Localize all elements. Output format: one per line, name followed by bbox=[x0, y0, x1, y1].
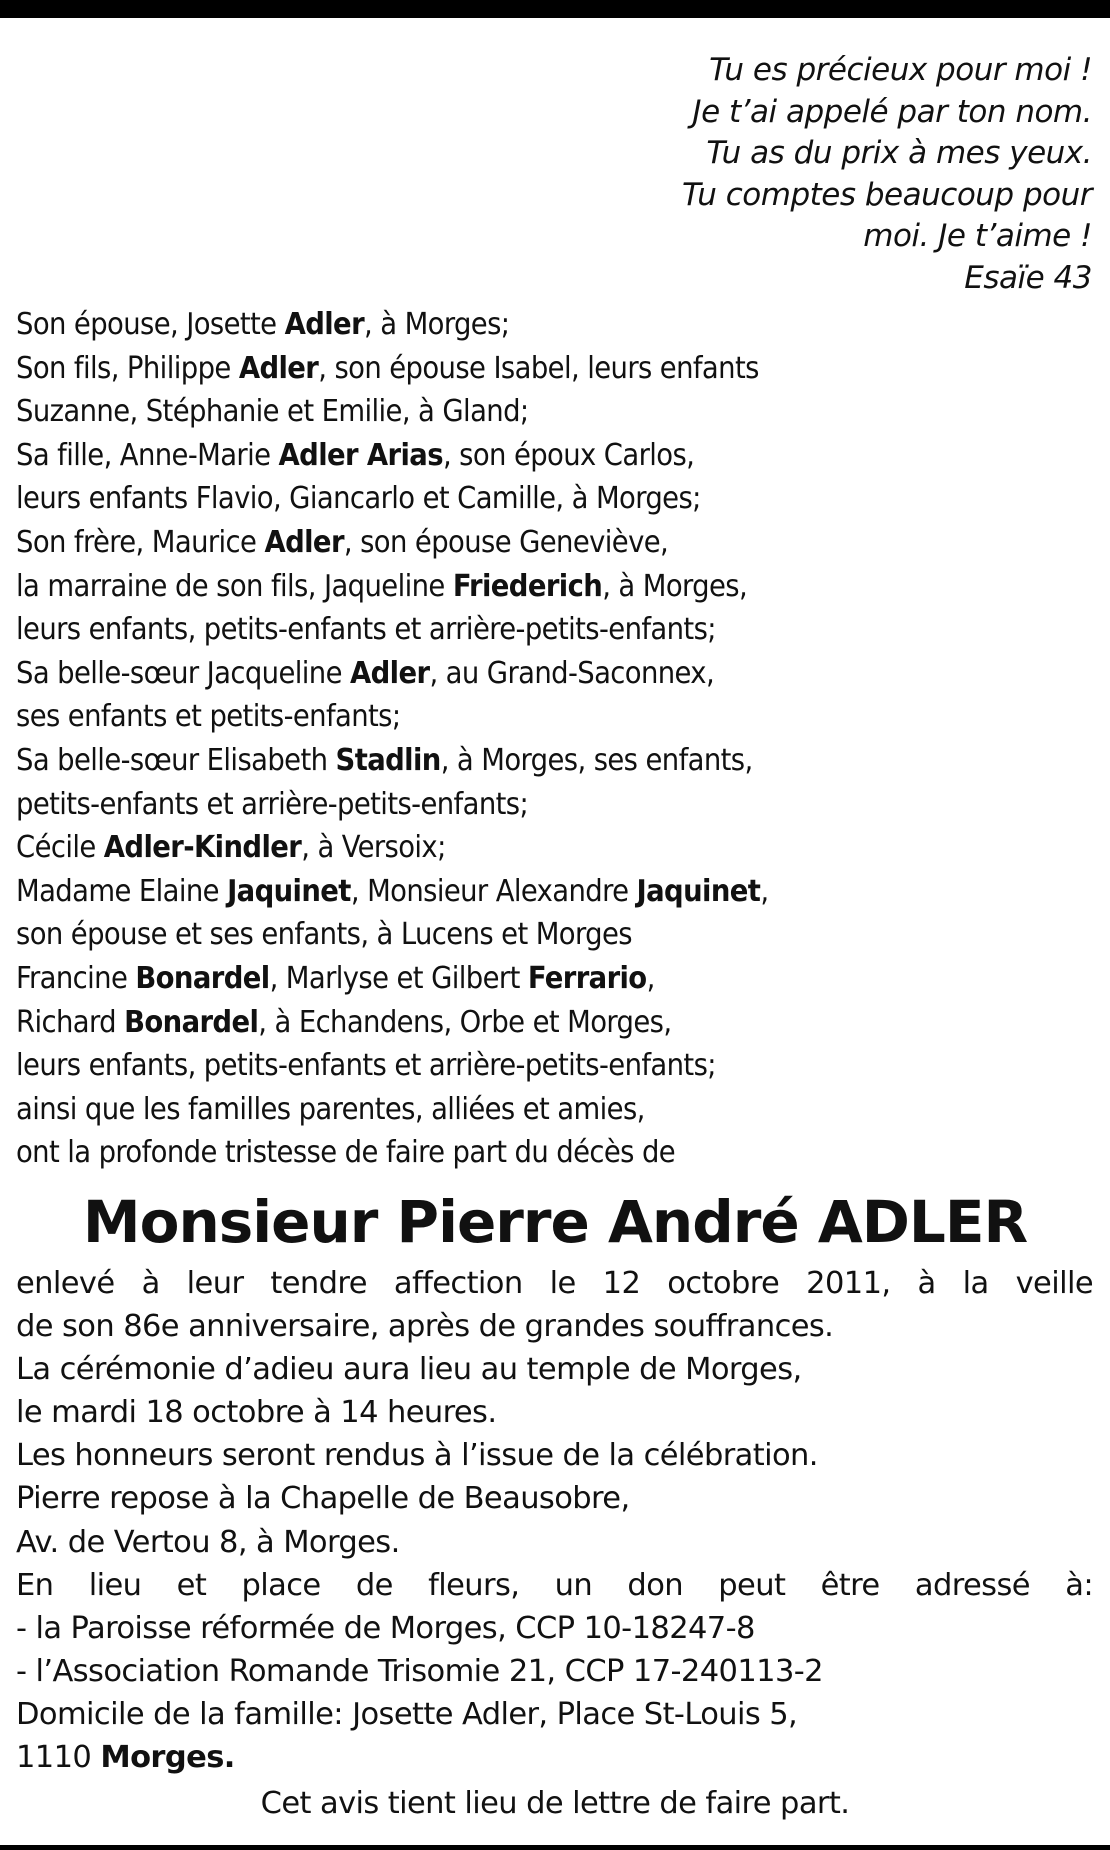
text-segment: la marraine de son fils, Jaqueline bbox=[16, 568, 453, 604]
family-surname: Stadlin bbox=[335, 742, 441, 778]
text-segment: Sa fille, Anne-Marie bbox=[16, 437, 279, 473]
family-line bbox=[16, 870, 1096, 914]
donation-item: - l’Association Romande Trisomie 21, CCP 17-240113-2 bbox=[16, 1653, 823, 1689]
details-line: le mardi 18 octobre à 14 heures. bbox=[16, 1395, 497, 1431]
city-name: Morges. bbox=[100, 1740, 235, 1776]
text-segment: , bbox=[760, 873, 769, 909]
family-surname: Adler bbox=[264, 524, 344, 560]
deceased-name: Monsieur Pierre André ADLER bbox=[82, 1188, 1028, 1256]
family-line: son épouse et ses enfants, à Lucens et Morges bbox=[16, 917, 632, 953]
family-line bbox=[16, 303, 1096, 347]
text-segment: , au Grand-Saconnex, bbox=[429, 655, 715, 691]
family-line bbox=[16, 739, 1096, 783]
family-line: leurs enfants, petits-enfants et arrière-petits-enfants; bbox=[16, 612, 716, 648]
family-announcement bbox=[16, 303, 1096, 1175]
family-surname: Adler bbox=[284, 307, 365, 342]
text-segment: Madame Elaine bbox=[16, 873, 228, 909]
details-line: de son 86e anniversaire, après de grandes souffrances. bbox=[16, 1309, 834, 1345]
text-segment: , à Versoix; bbox=[301, 830, 446, 866]
family-surname: Bonardel bbox=[124, 1004, 259, 1040]
family-line: Suzanne, Stéphanie et Emilie, à Gland; bbox=[16, 394, 529, 430]
family-surname: Adler bbox=[238, 350, 319, 386]
family-line bbox=[16, 957, 1096, 1001]
family-line: leurs enfants, petits-enfants et arrière-petits-enfants; bbox=[16, 1048, 716, 1084]
donation-item: - la Paroisse réformée de Morges, CCP 10-18247-8 bbox=[16, 1610, 755, 1646]
verse-line: moi. Je t’aime ! bbox=[863, 218, 1092, 254]
verse-reference: Esaïe 43 bbox=[964, 259, 1092, 296]
family-line: ses enfants et petits-enfants; bbox=[16, 699, 401, 735]
postal-code: 1110 bbox=[16, 1740, 101, 1776]
family-surname: Friederich bbox=[452, 568, 603, 604]
family-surname: Adler Arias bbox=[278, 437, 443, 473]
closing-note: Cet avis tient lieu de lettre de faire part. bbox=[260, 1786, 850, 1821]
text-segment: Sa belle-sœur Jacqueline bbox=[16, 655, 350, 691]
ceremony-details bbox=[16, 1262, 1093, 1779]
family-line: leurs enfants Flavio, Giancarlo et Camille, à Morges; bbox=[16, 481, 701, 517]
verse-line: Tu as du prix à mes yeux. bbox=[706, 135, 1092, 171]
details-line: Pierre repose à la Chapelle de Beausobre, bbox=[16, 1481, 630, 1517]
details-line: enlevé à leur tendre affection le 12 octobre 2011, à la veille bbox=[16, 1266, 1093, 1301]
family-line bbox=[16, 434, 1096, 478]
text-segment: , à Echandens, Orbe et Morges, bbox=[258, 1004, 672, 1040]
family-line bbox=[16, 521, 1096, 565]
details-line: Domicile de la famille: Josette Adler, Place St-Louis 5, bbox=[16, 1696, 798, 1732]
details-line: Les honneurs seront rendus à l’issue de la célébration. bbox=[16, 1438, 818, 1474]
text-segment: Son frère, Maurice bbox=[16, 524, 265, 560]
text-segment: , son époux Carlos, bbox=[442, 437, 695, 473]
text-segment: , bbox=[646, 960, 655, 996]
top-border-rule bbox=[0, 0, 1110, 18]
address-line bbox=[16, 1736, 1093, 1779]
text-segment: Son épouse, Josette bbox=[16, 307, 285, 342]
text-segment: Richard bbox=[16, 1004, 125, 1040]
family-line bbox=[16, 347, 1096, 391]
family-surname: Adler bbox=[350, 655, 430, 691]
text-segment: , à Morges; bbox=[364, 307, 510, 342]
text-segment: , son épouse Geneviève, bbox=[343, 524, 669, 560]
verse-line: Je t’ai appelé par ton nom. bbox=[692, 93, 1092, 130]
text-segment: , Marlyse et Gilbert bbox=[269, 960, 528, 996]
family-line bbox=[16, 1001, 1096, 1045]
bottom-border-rule bbox=[0, 1845, 1110, 1850]
family-surname: Adler-Kindler bbox=[103, 830, 302, 866]
text-segment: , son épouse Isabel, leurs enfants bbox=[318, 350, 759, 386]
family-line: petits-enfants et arrière-petits-enfants; bbox=[16, 786, 529, 822]
details-line: En lieu et place de fleurs, un don peut être adressé à: bbox=[16, 1567, 1093, 1603]
text-segment: , à Morges, bbox=[602, 568, 748, 604]
verse-line: Tu comptes beaucoup pour bbox=[681, 176, 1092, 213]
family-line bbox=[16, 652, 1096, 696]
text-segment: , Monsieur Alexandre bbox=[350, 873, 637, 909]
text-segment: Son fils, Philippe bbox=[16, 350, 239, 386]
text-segment: Cécile bbox=[16, 830, 104, 866]
verse-line: Tu es précieux pour moi ! bbox=[709, 52, 1092, 88]
family-surname: Bonardel bbox=[135, 960, 270, 996]
bible-verse bbox=[492, 50, 1092, 299]
text-segment: , à Morges, ses enfants, bbox=[440, 742, 753, 778]
details-line: Av. de Vertou 8, à Morges. bbox=[16, 1524, 400, 1560]
family-line: ainsi que les familles parentes, alliées et amies, bbox=[16, 1091, 645, 1127]
text-segment: Sa belle-sœur Elisabeth bbox=[16, 742, 336, 778]
text-segment: Francine bbox=[16, 960, 136, 996]
family-line bbox=[16, 565, 1096, 609]
family-surname: Jaquinet bbox=[636, 873, 761, 909]
family-surname: Ferrario bbox=[527, 960, 647, 996]
family-line bbox=[16, 826, 1096, 870]
family-surname: Jaquinet bbox=[227, 873, 351, 909]
family-line: ont la profonde tristesse de faire part du décès de bbox=[16, 1135, 676, 1171]
details-line: La cérémonie d’adieu aura lieu au temple de Morges, bbox=[16, 1352, 802, 1388]
